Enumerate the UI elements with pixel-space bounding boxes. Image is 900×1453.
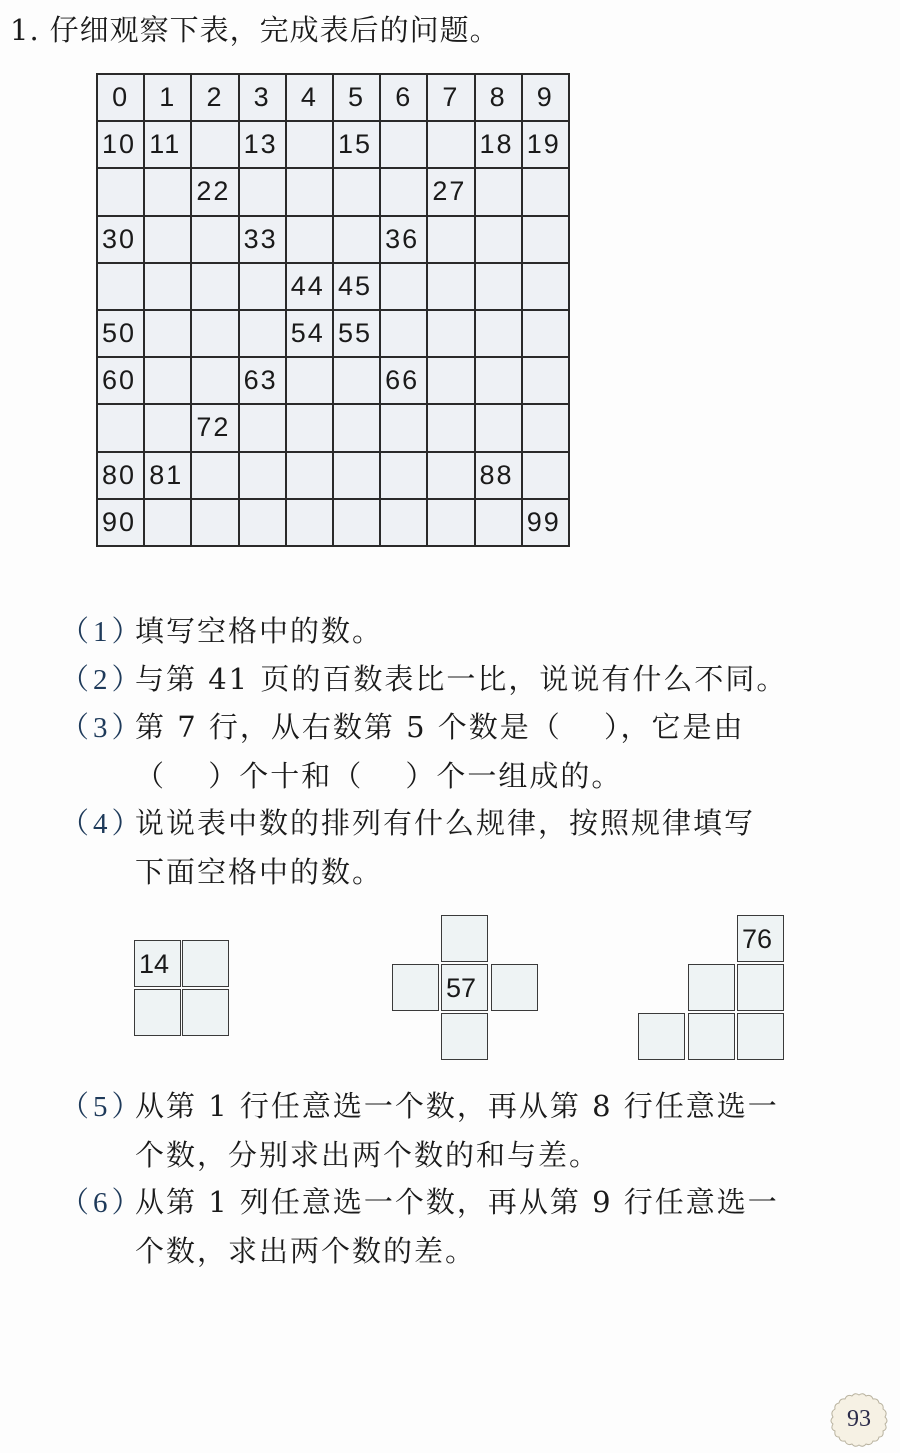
exercise-number: 1. — [10, 13, 40, 47]
question-text: 从第 1 列任意选一个数，再从第 9 行任意选一 — [135, 1185, 779, 1219]
table-cell-blank[interactable] — [475, 499, 522, 546]
table-cell: 3 — [239, 74, 286, 121]
table-cell-blank[interactable] — [144, 263, 191, 310]
question-number: （4） — [60, 808, 145, 840]
question-text-cont: 个数，求出两个数的差。 — [135, 1234, 477, 1268]
table-row — [97, 216, 569, 263]
question-number: （5） — [60, 1091, 145, 1123]
table-cell-blank[interactable] — [97, 263, 144, 310]
shape-cell-blank[interactable] — [392, 964, 439, 1011]
shape-cell-blank[interactable] — [638, 1013, 685, 1060]
shape-cell-blank[interactable] — [737, 964, 784, 1011]
table-cell-blank[interactable] — [144, 216, 191, 263]
table-row — [97, 499, 569, 546]
question-text: 填写空格中的数。 — [135, 614, 384, 648]
table-cell: 18 — [475, 121, 522, 168]
table-cell-blank[interactable] — [239, 310, 286, 357]
table-cell-blank[interactable] — [475, 357, 522, 404]
table-cell-blank[interactable] — [144, 168, 191, 215]
table-cell-blank[interactable] — [97, 168, 144, 215]
table-cell-blank[interactable] — [380, 452, 427, 499]
table-cell: 60 — [97, 357, 144, 404]
table-cell-blank[interactable] — [333, 404, 380, 451]
table-cell: 80 — [97, 452, 144, 499]
table-cell: 1 — [144, 74, 191, 121]
table-cell-blank[interactable] — [191, 310, 238, 357]
question-number: （2） — [60, 664, 145, 696]
table-cell: 54 — [286, 310, 333, 357]
table-cell-blank[interactable] — [380, 168, 427, 215]
table-cell-blank[interactable] — [475, 168, 522, 215]
table-cell-blank[interactable] — [333, 216, 380, 263]
table-cell: 50 — [97, 310, 144, 357]
table-cell: 19 — [522, 121, 569, 168]
shape-cell: 76 — [737, 915, 784, 962]
question-number: （3） — [60, 712, 145, 744]
table-cell: 5 — [333, 74, 380, 121]
table-cell: 63 — [239, 357, 286, 404]
question-number: （6） — [60, 1187, 145, 1219]
table-cell-blank[interactable] — [475, 216, 522, 263]
question-4 — [60, 799, 755, 896]
table-row — [97, 121, 569, 168]
table-cell-blank[interactable] — [333, 452, 380, 499]
table-cell: 6 — [380, 74, 427, 121]
table-row — [97, 357, 569, 404]
table-cell-blank[interactable] — [522, 168, 569, 215]
table-cell: 30 — [97, 216, 144, 263]
hundred-table — [96, 73, 570, 547]
table-cell-blank[interactable] — [427, 357, 474, 404]
table-cell-blank[interactable] — [286, 216, 333, 263]
shape-cell-blank[interactable] — [688, 1013, 735, 1060]
table-cell-blank[interactable] — [427, 499, 474, 546]
table-cell-blank[interactable] — [333, 168, 380, 215]
table-cell: 45 — [333, 263, 380, 310]
question-text-cont: 个数，分别求出两个数的和与差。 — [135, 1138, 601, 1172]
shape-cell-blank[interactable] — [491, 964, 538, 1011]
table-cell-blank[interactable] — [286, 404, 333, 451]
table-cell: 2 — [191, 74, 238, 121]
table-cell-blank[interactable] — [144, 310, 191, 357]
table-cell-blank[interactable] — [475, 310, 522, 357]
question-2 — [60, 655, 787, 704]
shape-cell: 14 — [134, 940, 181, 987]
table-cell-blank[interactable] — [380, 263, 427, 310]
table-cell: 4 — [286, 74, 333, 121]
table-cell-blank[interactable] — [427, 121, 474, 168]
table-cell-blank[interactable] — [380, 404, 427, 451]
table-cell: 10 — [97, 121, 144, 168]
table-cell-blank[interactable] — [191, 357, 238, 404]
page-number-badge — [826, 1392, 892, 1448]
question-5 — [60, 1082, 779, 1179]
table-cell-blank[interactable] — [286, 499, 333, 546]
table-row — [97, 168, 569, 215]
table-cell: 11 — [144, 121, 191, 168]
table-cell: 81 — [144, 452, 191, 499]
table-cell-blank[interactable] — [191, 216, 238, 263]
table-cell: 72 — [191, 404, 238, 451]
table-cell: 27 — [427, 168, 474, 215]
table-cell-blank[interactable] — [427, 216, 474, 263]
table-cell: 99 — [522, 499, 569, 546]
question-6 — [60, 1178, 779, 1275]
table-cell-blank[interactable] — [522, 216, 569, 263]
table-cell-blank[interactable] — [333, 499, 380, 546]
table-cell-blank[interactable] — [144, 357, 191, 404]
table-cell-blank[interactable] — [191, 452, 238, 499]
table-cell: 13 — [239, 121, 286, 168]
table-cell: 36 — [380, 216, 427, 263]
table-row — [97, 404, 569, 451]
table-cell-blank[interactable] — [191, 499, 238, 546]
table-cell-blank[interactable] — [191, 121, 238, 168]
table-cell-blank[interactable] — [427, 404, 474, 451]
table-cell-blank[interactable] — [475, 263, 522, 310]
table-cell: 0 — [97, 74, 144, 121]
table-cell-blank[interactable] — [475, 404, 522, 451]
question-text: 第 7 行，从右数第 5 个数是（ ），它是由 — [135, 710, 745, 744]
shape-cell-blank[interactable] — [688, 964, 735, 1011]
table-cell-blank[interactable] — [427, 452, 474, 499]
table-cell-blank[interactable] — [522, 404, 569, 451]
table-cell-blank[interactable] — [239, 168, 286, 215]
page-number: 93 — [847, 1406, 871, 1432]
table-cell: 9 — [522, 74, 569, 121]
question-text: 与第 41 页的百数表比一比，说说有什么不同。 — [135, 662, 788, 696]
question-text: 说说表中数的排列有什么规律，按照规律填写 — [135, 806, 756, 840]
table-cell-blank[interactable] — [333, 357, 380, 404]
table-cell: 88 — [475, 452, 522, 499]
question-3 — [60, 703, 745, 800]
table-cell-blank[interactable] — [239, 452, 286, 499]
question-number: （1） — [60, 616, 145, 648]
table-cell-blank[interactable] — [239, 499, 286, 546]
exercise-title — [10, 8, 500, 49]
question-text: 从第 1 行任意选一个数，再从第 8 行任意选一 — [135, 1089, 779, 1123]
table-cell: 66 — [380, 357, 427, 404]
table-cell-blank[interactable] — [239, 263, 286, 310]
table-cell-blank[interactable] — [144, 499, 191, 546]
shape-cell-blank[interactable] — [182, 940, 229, 987]
shape-cell-blank[interactable] — [737, 1013, 784, 1060]
table-row — [97, 452, 569, 499]
question-1 — [60, 607, 383, 656]
shape-cell: 57 — [441, 964, 488, 1011]
shape-cell-blank[interactable] — [134, 989, 181, 1036]
table-cell-blank[interactable] — [522, 452, 569, 499]
table-cell: 33 — [239, 216, 286, 263]
table-cell-blank[interactable] — [144, 404, 191, 451]
table-cell: 90 — [97, 499, 144, 546]
table-cell-blank[interactable] — [380, 310, 427, 357]
shape-cell-blank[interactable] — [441, 915, 488, 962]
table-cell: 44 — [286, 263, 333, 310]
table-cell-blank[interactable] — [427, 263, 474, 310]
table-cell-blank[interactable] — [380, 121, 427, 168]
question-text-cont: 下面空格中的数。 — [135, 855, 384, 889]
table-cell: 22 — [191, 168, 238, 215]
table-cell-blank[interactable] — [286, 168, 333, 215]
table-cell: 8 — [475, 74, 522, 121]
table-cell-blank[interactable] — [97, 404, 144, 451]
table-cell-blank[interactable] — [427, 310, 474, 357]
table-row — [97, 74, 569, 121]
table-row — [97, 310, 569, 357]
table-cell: 15 — [333, 121, 380, 168]
table-row — [97, 263, 569, 310]
shape-cell-blank[interactable] — [182, 989, 229, 1036]
exercise-instruction: 仔细观察下表，完成表后的问题。 — [49, 13, 500, 47]
table-cell-blank[interactable] — [239, 404, 286, 451]
table-cell-blank[interactable] — [286, 452, 333, 499]
table-cell-blank[interactable] — [522, 263, 569, 310]
table-cell: 55 — [333, 310, 380, 357]
table-cell: 7 — [427, 74, 474, 121]
table-cell-blank[interactable] — [286, 121, 333, 168]
table-cell-blank[interactable] — [522, 357, 569, 404]
question-text-cont: （ ）个十和（ ）个一组成的。 — [135, 759, 623, 793]
table-cell-blank[interactable] — [522, 310, 569, 357]
table-cell-blank[interactable] — [380, 499, 427, 546]
shape-cell-blank[interactable] — [441, 1013, 488, 1060]
table-cell-blank[interactable] — [191, 263, 238, 310]
table-cell-blank[interactable] — [286, 357, 333, 404]
